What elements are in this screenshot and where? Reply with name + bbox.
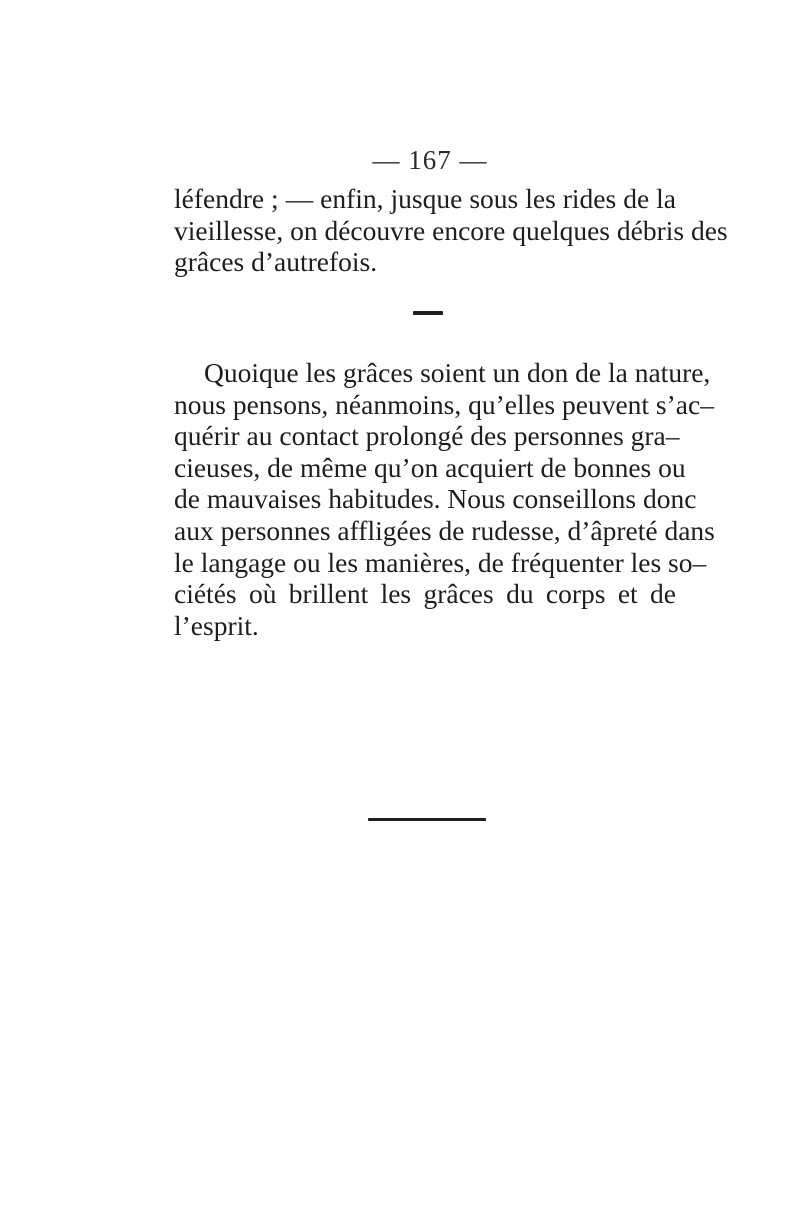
text-line: cieuses, de même qu’on acquiert de bonnes ou (174, 451, 686, 483)
paragraph-graces (174, 357, 715, 641)
text-line: de mauvaises habitudes. Nous conseillons donc (174, 483, 697, 515)
paragraph-continuation (174, 183, 728, 278)
text-line: aux personnes affligées de rudesse, d’âpreté dans (174, 514, 715, 546)
page-number: — 167 — (372, 145, 488, 175)
text-line: grâces d’autrefois. (174, 246, 378, 278)
section-separator-dash (413, 311, 443, 315)
text-line: ciétés où brillent les grâces du corps et de (174, 578, 676, 610)
end-of-chapter-rule (368, 818, 486, 821)
text-line: vieillesse, on découvre encore quelques débris des (174, 214, 728, 246)
text-line: léfendre ; — enfin, jusque sous les rides de la (174, 183, 676, 214)
text-line: le langage ou les manières, de fréquenter les so– (174, 546, 707, 578)
text-line: l’esprit. (174, 609, 259, 641)
text-line: Quoique les grâces soient un don de la nature, (204, 357, 711, 388)
text-line: quérir au contact prolongé des personnes gra– (174, 420, 680, 452)
text-line: nous pensons, néanmoins, qu’elles peuvent s’ac– (174, 388, 714, 420)
